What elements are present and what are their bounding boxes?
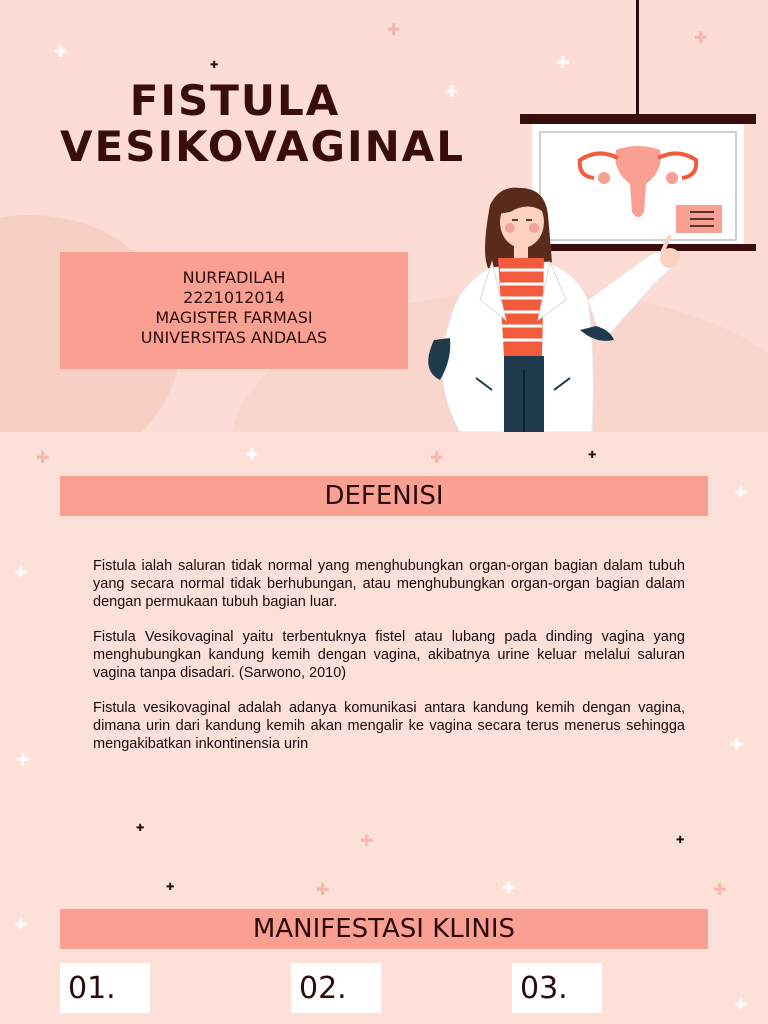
definition-paragraph: Fistula Vesikovaginal yaitu terbentuknya fistel atau lubang pada dinding vagina yang menghubungkan kandung kemih dengan vagina, akibatnya urine keluar melalui saluran vagina tanpa disadari. (Sarwono, 2010) [93, 629, 685, 681]
sparkle-icon: ✚ [694, 28, 708, 47]
sparkle-icon: ✚ [556, 53, 570, 72]
definition-heading: DEFENISI [60, 476, 708, 516]
author-id: 2221012014 [183, 288, 285, 307]
sparkle-icon: ✚ [245, 445, 259, 464]
sparkle-icon: ✚ [16, 750, 30, 769]
sparkle-icon: ✚ [502, 878, 516, 897]
sparkle-icon: ✚ [316, 880, 330, 899]
item-number: 01. [60, 963, 150, 1013]
sparkle-icon: ✚ [676, 835, 685, 846]
hero-section [0, 0, 768, 432]
definition-paragraph: Fistula vesikovaginal adalah adanya komunikasi antara kandung kemih dengan vagina, dimana urin dari kandung kemih akan mengalir ke vagina secara terus menerus sehingga mengakibatkan inkontinensia urin [93, 700, 685, 752]
doctor-illustration [420, 0, 768, 432]
author-university: UNIVERSITAS ANDALAS [140, 328, 328, 347]
item-number: 03. [512, 963, 602, 1013]
clinical-heading: MANIFESTASI KLINIS [60, 909, 708, 949]
sparkle-icon: ✚ [14, 563, 28, 582]
sparkle-icon: ✚ [430, 448, 444, 467]
author-program: MAGISTER FARMASI [155, 308, 313, 327]
sparkle-icon: ✚ [734, 483, 748, 502]
sparkle-icon: ✚ [360, 831, 374, 850]
author-name: NURFADILAH [182, 268, 286, 287]
definition-body [93, 557, 685, 770]
sparkle-icon: ✚ [730, 735, 744, 754]
sparkle-icon: ✚ [210, 60, 219, 71]
author-box [60, 252, 408, 369]
definition-paragraph: Fistula ialah saluran tidak normal yang menghubungkan organ-organ bagian dalam tubuh yang secara normal tidak berhubungan, atau menghubungkan organ-organ bagian dalam dengan permukaan tubuh bagian luar. [93, 558, 685, 610]
sparkle-icon: ✚ [136, 823, 145, 834]
sparkle-icon: ✚ [54, 42, 68, 61]
sparkle-icon: ✚ [36, 448, 50, 467]
item-number: 02. [291, 963, 381, 1013]
sparkle-icon: ✚ [166, 882, 175, 893]
sparkle-icon: ✚ [387, 20, 401, 39]
sparkle-icon: ✚ [588, 450, 597, 461]
sparkle-icon: ✚ [713, 880, 727, 899]
sparkle-icon: ✚ [445, 82, 459, 101]
page-title: FISTULA VESIKOVAGINAL [60, 76, 465, 171]
uterus-chart-icon [530, 124, 756, 251]
sparkle-icon: ✚ [14, 915, 28, 934]
sparkle-icon: ✚ [734, 995, 748, 1014]
